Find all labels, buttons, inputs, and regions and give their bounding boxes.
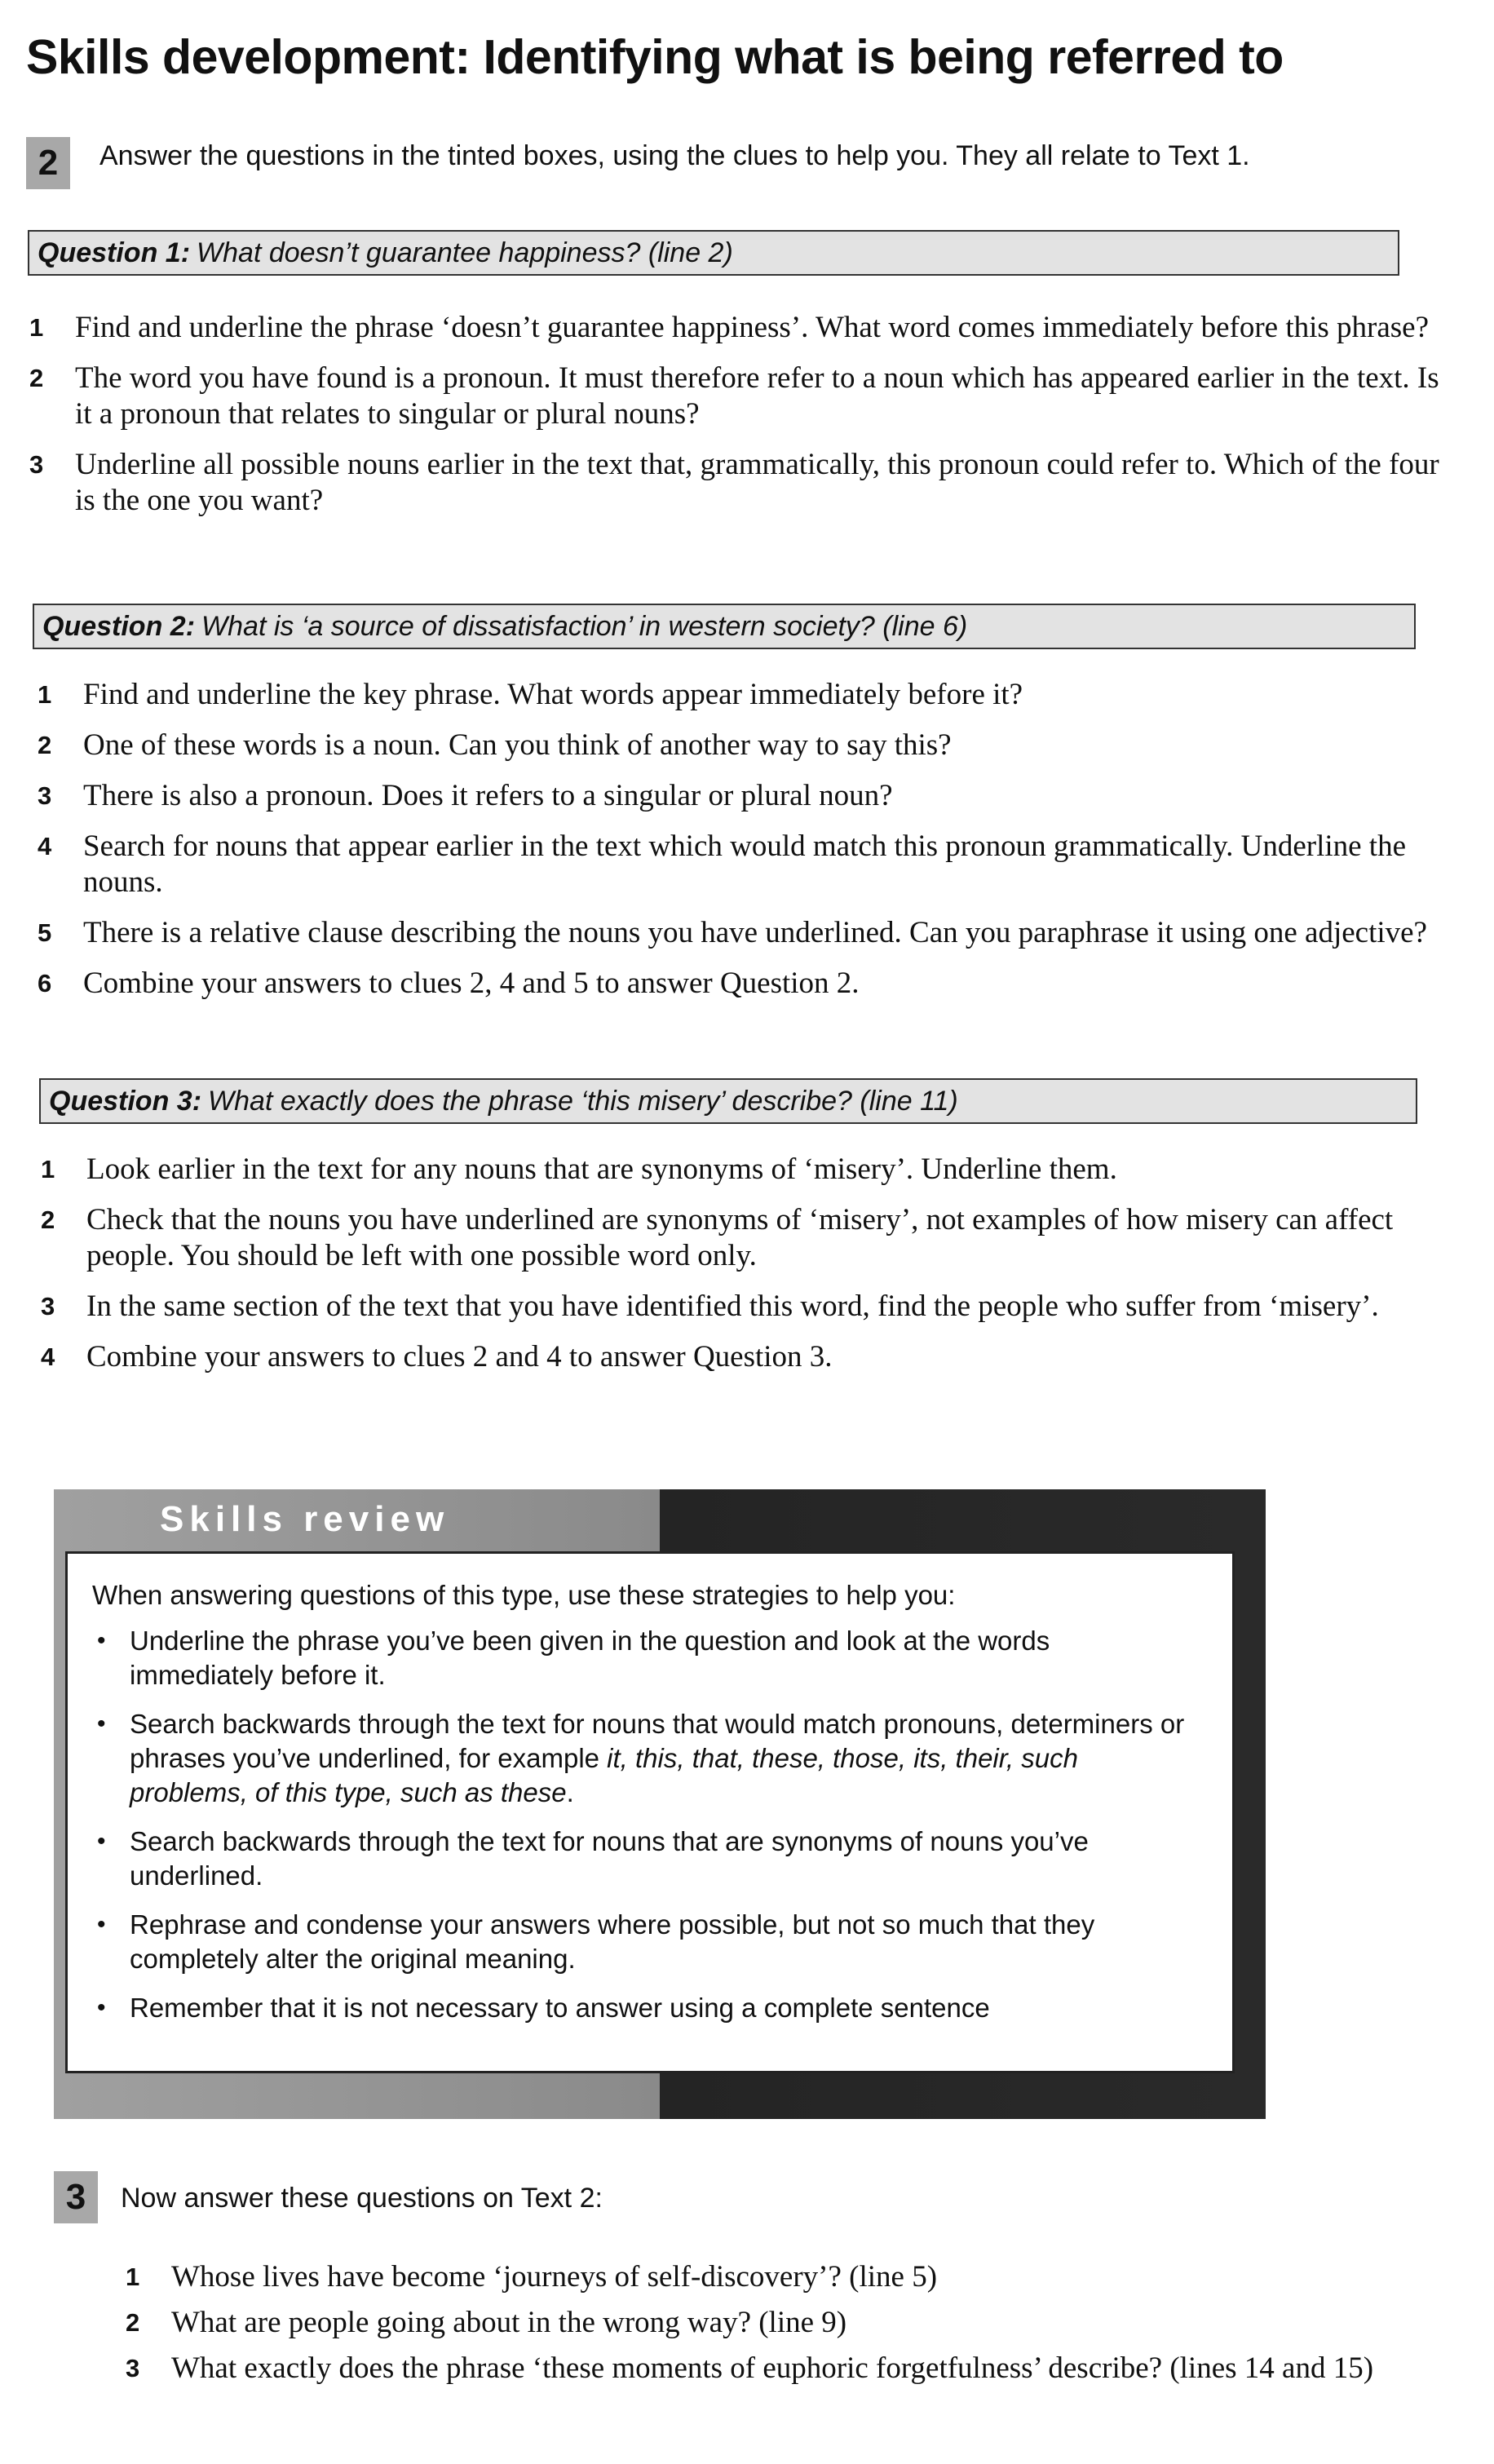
strategy-bullet [92,1825,1200,1893]
clue-number: 3 [38,781,52,810]
clue-text: Check that the nouns you have underlined are synonyms of ‘misery’, not examples of how misery can affect people. You should be left with one possible word only. [86,1203,1394,1272]
clue-text: Search for nouns that appear earlier in the text which would match this pronoun grammatically. Underline the nouns. [83,829,1407,899]
clue-item [41,1202,1443,1274]
clue-text: There is a relative clause describing the nouns you have underlined. Can you paraphrase it using one adjective? [83,916,1427,949]
strategy-text: Search backwards through the text for nouns that are synonyms of nouns you’ve underlined. [130,1826,1089,1891]
clue-text: In the same section of the text that you have identified this word, find the people who suffer from ‘misery’. [86,1290,1379,1323]
clue-number: 2 [29,364,44,392]
question-item [126,2259,1430,2295]
skills-review-panel [54,1489,1266,2119]
clue-item [29,361,1448,432]
question-number: 1 [126,2263,140,2291]
question-text: What are people going about in the wrong way? (line 9) [171,2306,847,2339]
clue-item [29,310,1448,346]
clue-text: Find and underline the phrase ‘doesn’t guarantee happiness’. What word comes immediately before this phrase? [75,311,1430,344]
clue-text: One of these words is a noun. Can you think of another way to say this? [83,728,952,762]
question-box [33,604,1416,649]
strategy-text-end: . [566,1777,574,1807]
question-box [39,1078,1417,1124]
question-label: Question 1: [38,237,191,268]
clue-number: 1 [29,313,44,342]
clue-list [29,310,1448,519]
skills-review-box [65,1551,1235,2073]
clue-text: Look earlier in the text for any nouns that are synonyms of ‘misery’. Underline them. [86,1152,1117,1186]
skills-review-intro: When answering questions of this type, use these strategies to help you: [92,1580,956,1610]
clue-item [38,728,1465,763]
question-label: Question 2: [42,610,196,642]
clue-number: 4 [41,1343,55,1371]
clue-list [38,677,1465,1002]
question-number: 2 [126,2308,140,2337]
question-text: What exactly does the phrase ‘these moments of euphoric forgetfulness’ describe? (lines 14 and 15) [171,2351,1374,2385]
clue-number: 6 [38,969,52,998]
strategy-examples: it, this, that, these, those, its, their, such problems, of this type, such as these [130,1743,1078,1807]
clue-text: Underline all possible nouns earlier in the text that, grammatically, this pronoun could refer to. Which of the four is the one you want? [75,448,1439,517]
clue-number: 2 [38,731,52,759]
clue-item [41,1339,1443,1375]
clue-item [29,447,1448,519]
question-item [126,2351,1430,2387]
clue-text: There is also a pronoun. Does it refers to a singular or plural noun? [83,779,893,812]
strategy-text: Search backwards through the text for nouns that would match pronouns, determiners or phrases you’ve underlined, for example [130,1709,1185,1773]
strategy-text: Remember that it is not necessary to answer using a complete sentence [130,1993,990,2023]
question-list [126,2259,1430,2387]
clue-item [38,966,1465,1002]
strategy-bullet [92,1908,1200,1976]
page-title: Skills development: Identifying what is being referred to [26,30,1284,84]
clue-number: 1 [41,1155,55,1183]
exercise-instruction: Answer the questions in the tinted boxes, using the clues to help you. They all relate to Text 1. [99,140,1250,171]
strategy-text: Underline the phrase you’ve been given in the question and look at the words immediately before it. [130,1626,1050,1690]
strategy-bullet [92,1624,1200,1692]
clue-item [38,778,1465,814]
clue-list [41,1152,1443,1375]
question-box [28,230,1399,276]
exercise-number-badge: 3 [54,2171,98,2223]
clue-number: 3 [41,1292,55,1320]
question-number: 3 [126,2354,140,2382]
clue-text: Combine your answers to clues 2 and 4 to answer Question 3. [86,1340,833,1374]
skills-review-heading: Skills review [160,1499,450,1539]
question-item [126,2305,1430,2341]
clue-number: 3 [29,450,44,479]
clue-item [38,677,1465,713]
clue-number: 5 [38,918,52,947]
question-label: Question 3: [49,1085,202,1117]
strategy-bullet [92,1991,1200,2025]
clue-item [41,1152,1443,1188]
question-text: What doesn’t guarantee happiness? (line 2) [197,237,733,268]
clue-text: The word you have found is a pronoun. It must therefore refer to a noun which has appeared earlier in the text. Is it a pronoun that relates to singular or plural nouns? [75,361,1439,431]
strategy-bullet [92,1707,1200,1810]
clue-item [38,915,1465,951]
exercise-number-badge: 2 [26,137,70,189]
clue-number: 4 [38,832,52,860]
question-text: What is ‘a source of dissatisfaction’ in western society? (line 6) [201,610,968,642]
exercise-instruction: Now answer these questions on Text 2: [121,2183,603,2214]
clue-number: 1 [38,680,52,709]
clue-item [41,1289,1443,1325]
question-text: Whose lives have become ‘journeys of self-discovery’? (line 5) [171,2260,938,2294]
question-text: What exactly does the phrase ‘this misery’ describe? (line 11) [208,1085,958,1117]
clue-number: 2 [41,1205,55,1234]
clue-text: Find and underline the key phrase. What words appear immediately before it? [83,678,1023,711]
clue-item [38,829,1465,900]
strategy-text: Rephrase and condense your answers where possible, but not so much that they completely alter the original meaning. [130,1909,1095,1974]
clue-text: Combine your answers to clues 2, 4 and 5 to answer Question 2. [83,967,860,1000]
